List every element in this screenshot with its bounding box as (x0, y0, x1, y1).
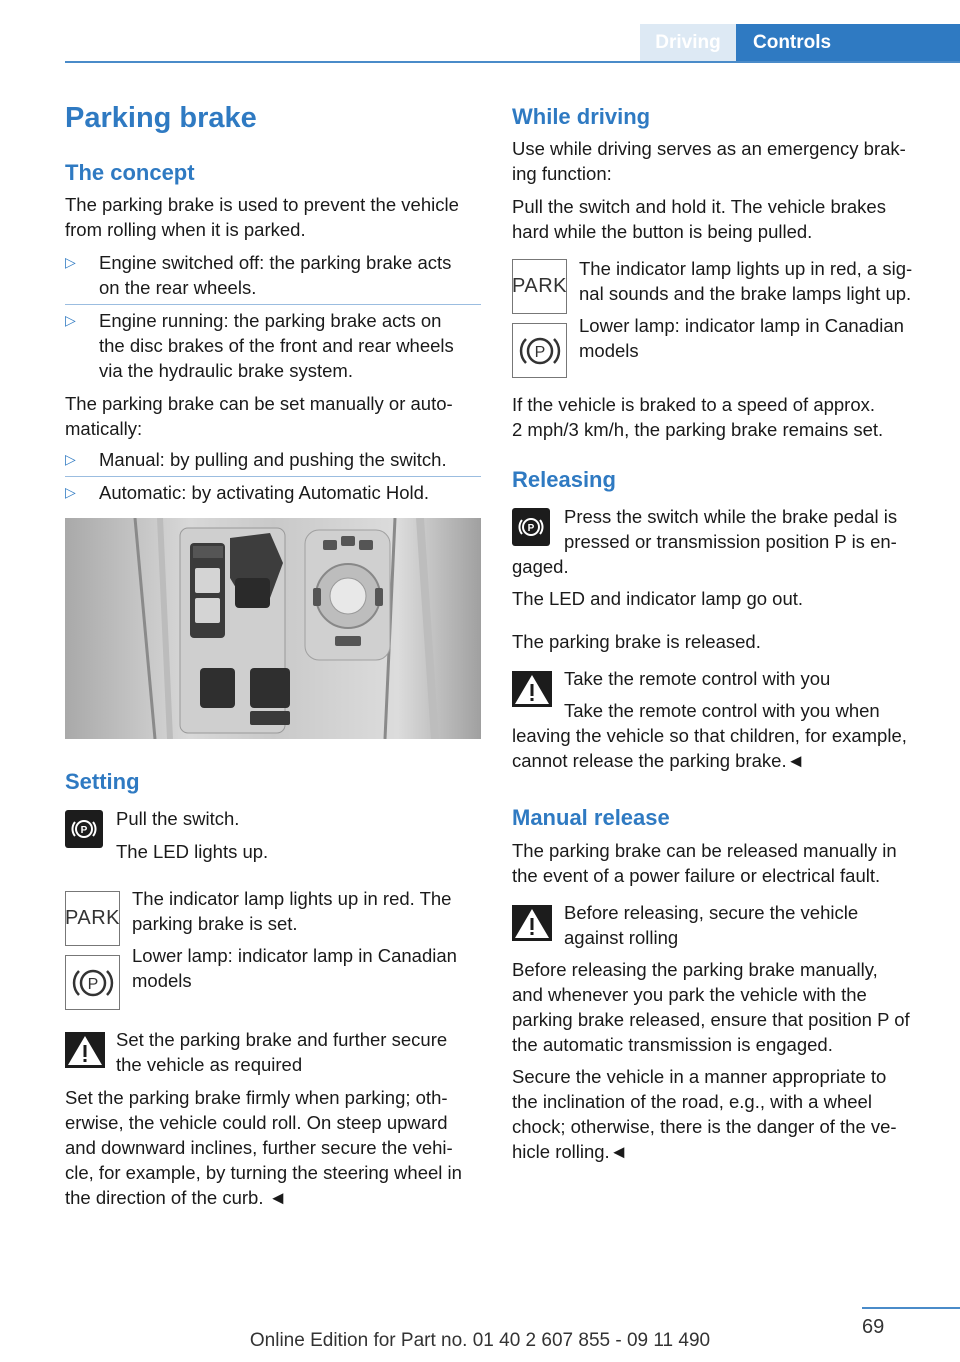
triangle-bullet-icon: ▷ (65, 254, 76, 270)
warning-text: Take the remote control with you when (564, 700, 880, 721)
concept-paragraph: The parking brake is used to prevent the vehicle from rolling when it is parked. (65, 194, 459, 240)
page-number-rule (862, 1307, 960, 1309)
release-text-cont: gaged. (512, 556, 569, 577)
footer-edition: Online Edition for Part no. 01 40 2 607 855 - 09 11 490 (249, 1330, 711, 1351)
paragraph: The parking brake can be set manually or auto- matically: (65, 393, 453, 439)
triangle-bullet-icon: ▷ (65, 451, 76, 467)
heading-manual-release: Manual release (512, 805, 670, 830)
paragraph: Before releasing the parking brake manually, and whenever you park the vehicle with the parking brake released, ensure that position P of the automatic transmission is engaged. (512, 959, 910, 1055)
lower-lamp-text: Lower lamp: indicator lamp in Canadian models (132, 945, 457, 991)
heading-releasing: Releasing (512, 467, 616, 492)
page-title: Parking brake (65, 102, 257, 134)
paragraph: Secure the vehicle in a manner appropriate to the inclination of the road, e.g., with a wheel chock; otherwise, there is the danger of the ve- hicle rolling.◄ (512, 1066, 897, 1162)
warning-text-cont: leaving the vehicle so that children, for example, cannot release the parking brake.◄ (512, 725, 907, 771)
triangle-bullet-icon: ▷ (65, 484, 76, 500)
p-label: P (534, 343, 545, 361)
park-indicator-text: The indicator lamp lights up in red, a sig- nal sounds and the brake lamps light up. (579, 258, 913, 304)
header-rule (65, 61, 960, 63)
parking-brake-switch-icon (65, 810, 103, 848)
body-paragraph: Set the parking brake firmly when parking; oth- erwise, the vehicle could roll. On steep upward and downward inclines, further secure the vehi- cle, for example, by turning the steering wheel in the direction of the curb. ◄ (65, 1087, 462, 1208)
paragraph: The LED and indicator lamp go out. (512, 588, 804, 609)
release-text: Press the switch while the brake pedal is pressed or transmission position P is en- (564, 506, 898, 552)
park-indicator-icon: PARK (512, 259, 567, 314)
heading-setting: Setting (65, 769, 140, 794)
park-indicator-text: The indicator lamp lights up in red. The parking brake is set. (132, 888, 452, 934)
heading-while-driving: While driving (512, 104, 651, 129)
divider (65, 304, 481, 305)
p-label: P (527, 523, 535, 534)
p-label: P (87, 975, 98, 993)
triangle-bullet-icon: ▷ (65, 312, 76, 328)
tab-driving: Driving (640, 24, 736, 62)
paragraph: Use while driving serves as an emergency brak- ing function: (512, 138, 906, 184)
warning-title: Set the parking brake and further secure the vehicle as required (116, 1029, 448, 1075)
paragraph: If the vehicle is braked to a speed of approx. 2 mph/3 km/h, the parking brake remains set. (512, 394, 884, 440)
canadian-p-lamp-icon (65, 955, 120, 1010)
lower-lamp-text: Lower lamp: indicator lamp in Canadian models (579, 315, 904, 361)
heading-concept: The concept (65, 160, 195, 185)
parking-brake-switch-icon (512, 508, 550, 546)
p-label: P (80, 825, 88, 836)
park-indicator-icon: PARK (65, 891, 120, 946)
paragraph: The parking brake is released. (512, 631, 761, 652)
tab-controls: Controls (736, 24, 960, 62)
paragraph: The parking brake can be released manually in the event of a power failure or electrical fault. (512, 840, 897, 886)
warning-title: Take the remote control with you (564, 668, 831, 689)
setting-led: The LED lights up. (116, 841, 269, 862)
setting-step: Pull the switch. (116, 808, 240, 829)
canadian-p-lamp-icon (512, 323, 567, 378)
warning-icon (512, 905, 552, 946)
warning-icon (65, 1032, 105, 1073)
page-number: 69 (862, 1316, 885, 1338)
warning-title: Before releasing, secure the vehicle against rolling (564, 902, 859, 948)
console-illustration (65, 518, 481, 739)
warning-icon (512, 671, 552, 712)
divider (65, 476, 481, 477)
paragraph: Pull the switch and hold it. The vehicle brakes hard while the button is being pulled. (512, 196, 886, 242)
